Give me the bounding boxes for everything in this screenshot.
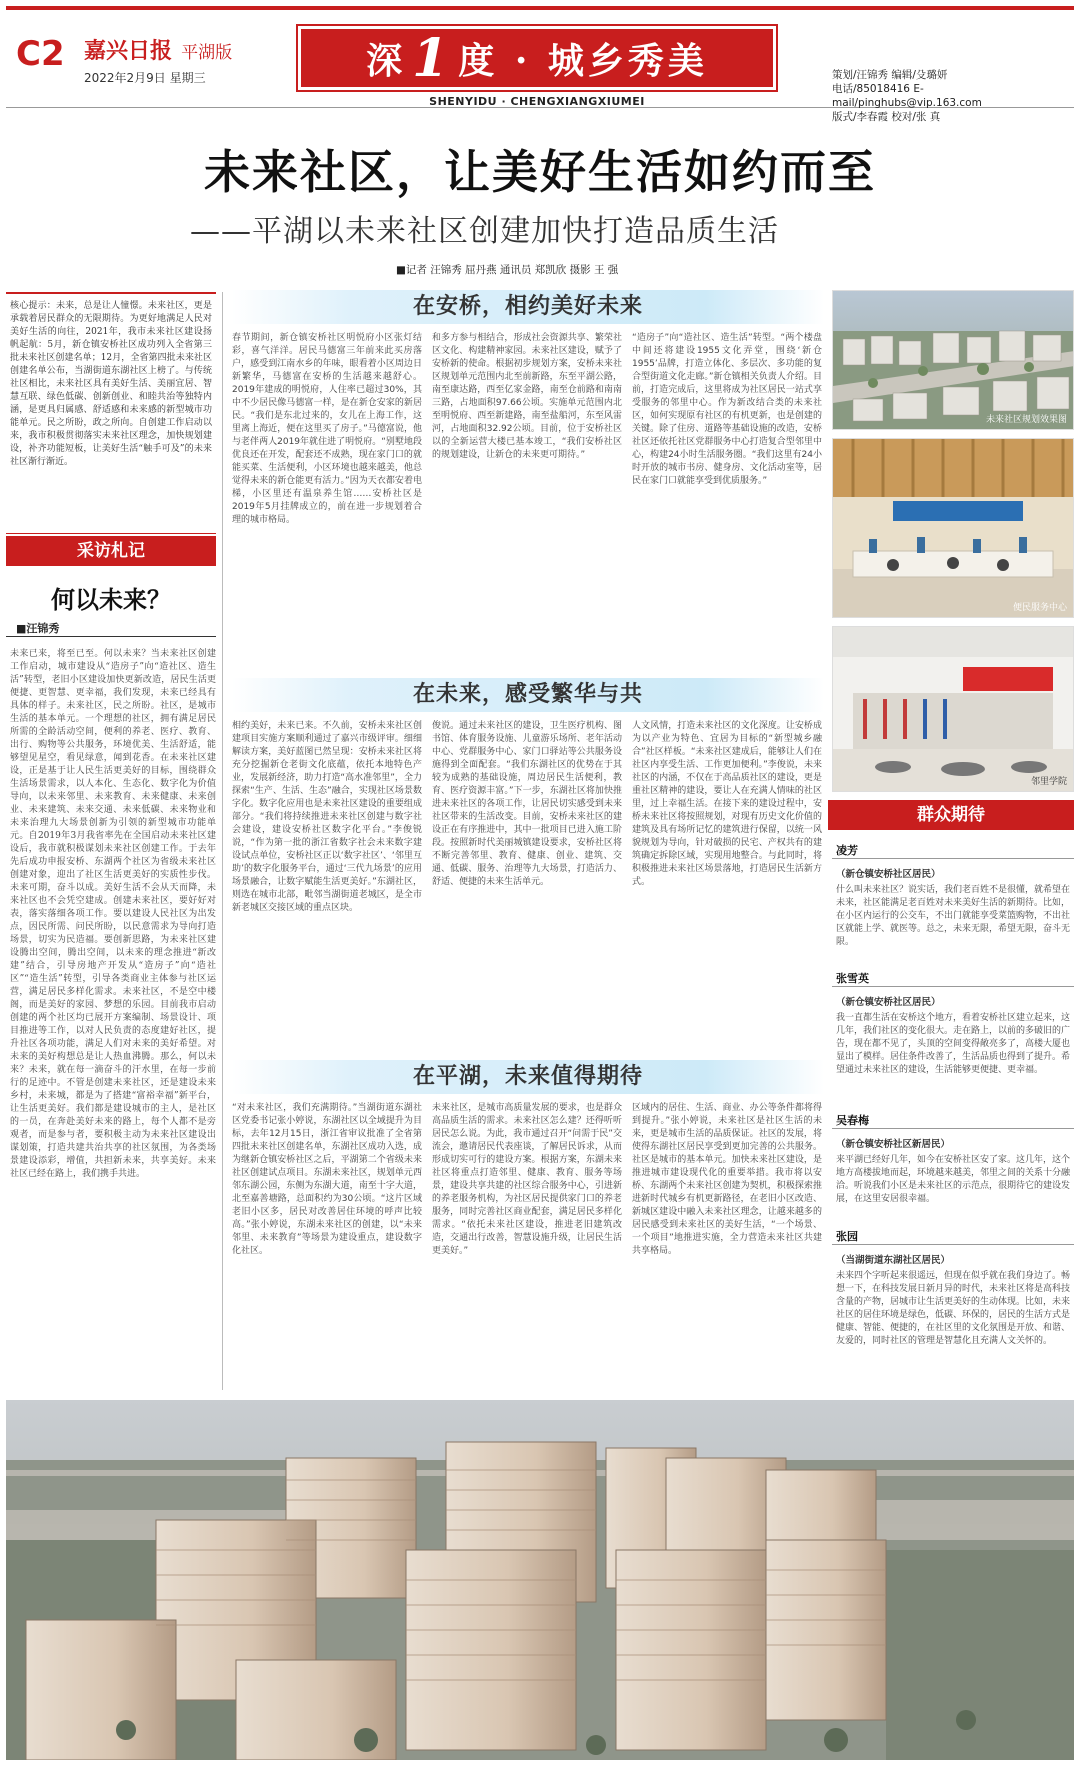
column-banner [298,26,776,90]
aerial-photo-art [833,291,1074,430]
photo-3-caption: 邻里学院 [1030,777,1067,787]
section-3-col-1: “对未来社区，我们充满期待。”当湖街道东湖社区党委书记张小婷说，东湖社区以全域提升为目标，去年12月15日，浙江省审议批准了全省第四批未来社区创建名单，东湖社区成功入选，成为继新仓镇安桥社区之后，平湖第二个省级未来社区创建试点项目。东湖未来社区，规划单元西邻东湖公园，东侧为东湖大道，南至十字大道，北至嘉善塘路，总面积约为30公顷。“这片区域老旧小区多，居民对改善居住环境的呼声比较高。”张小婷说，东湖未来社区的创建，以“未来邻里、未来教育”等场景为建设重点，建设数字化社区。 [232,1103,422,1256]
section-3-col-3: 区域内的居住、生活、商业、办公等条件都将得到提升。”张小婷说，未来社区是社区生活的未来，更是城市生活的品质保证。社区的发展，将使得东湖社区居民享受到更加完善的公共服务。社区是城市的基本单元。加快未来社区建设，是推进城市建设现代化的重要举措。我市将以安桥、东湖两个未来社区创建为契机，积极探索推进新时代城乡有机更新路径，在老旧小区改造、新城区建设中融入未来社区理念，让越来越多的居民感受到未来社区的美好生活，“一个场景、一个项目”地推进实施，全力营造未来社区共建共享格局。 [632,1103,822,1256]
photo-service-center [832,438,1074,618]
credits-line-3: 版式/李春霞 校对/张 真 [832,111,941,123]
photo-neighborhood-college [832,626,1074,792]
article-subhead: ——平湖以未来社区创建加快打造品质生活 [190,214,779,249]
column-title-pre: 深 [366,39,407,82]
photo-1-caption: 未来社区规划效果图 [985,415,1067,425]
top-rule [6,6,1074,10]
person-3-rule [832,1128,1074,1129]
article-headline: 未来社区，让美好生活如约而至 [204,145,876,199]
person-2-role: （新仓镇安桥社区居民） [836,997,941,1008]
section-1-col-2: 和多方参与相结合，形成社会资源共享、繁荣社区文化、构建精神家园。未来社区建设，赋予了安桥新的使命。根据初步规划方案，安桥未来社区规划单元范围内北至前新路，东至平湖公路，南至康达路，西至亿家金路，南至仓前路和南南三路，占地面积97.66公顷。实施单元范围内北至明悦府、西至新建路，南至盐船河，东至风雷河，占地面积32.92公顷。目前，位于安桥社区以的全新运营大楼已基本竣工，“我们安桥社区的规划建设，让新仓的未来更可期待。” [432,333,622,460]
section-1-col-1: 春节期间，新仓镇安桥社区明悦府小区张灯结彩，喜气洋洋。居民马德富三年前来此买房落户，感受到江南水乡的年味，眼看着小区周边日新繁华，马德富在安桥的生活越来越舒心。2019年建成的明悦府，人住率已超过30%，其中不少居民像马德富一样，是在新仓安家的新居民。“我们是东北过来的，女儿在上海工作，这里离上海近，便在这里买了房子。”马德富说，他与老伴两人2019年就住进了明悦府。“别墅地段优良还在开发，配套还不成熟，现在家门口的就能买菜、生活便利，小区环境也越来越美，他总觉得未来的新仓能更有活力。”因为天衣都安着电梯，小区里还有温泉养生馆……安桥社区是2019年5月挂牌成立的，前在进一步规划着合理的城市格局。 [232,333,422,525]
column-pinyin: SHENYIDU · CHENGXIANGXIUMEI [429,95,645,108]
interview-rule [6,636,216,637]
person-1-role: （新仓镇安桥社区居民） [836,869,941,880]
lead-text: 核心提示：未来，总是让人憧憬。未来社区，更是承载着居民群众的无限期待。为更好地满足人民对美好生活的向往，2021年，我市未来社区建设扬帆起航：5月，新仓镇安桥社区成功列入全省第三批未来社区创建名单；12月，全省第四批未来社区创建名单公布，当湖街道东湖社区上榜了。与传统社区相比，未来社区具有美好生活、美丽宜居、智慧互联、绿色低碳、创新创业、和睦共治等独特内涵，是更具归属感、舒适感和未来感的新型城市功能单元。民之所盼，政之所向。自创建工作启动以来，我市积极贯彻落实未来社区理念，加快规划建设，补齐功能短板，让美好生活“触手可及”的未来社区渐行渐近。 [10,301,212,467]
section-2-header: 在未来，感受繁华与共 [232,678,824,712]
interview-text: 未来已来，将至已至。何以未来？当未来社区创建工作启动，城市建设从“造房子”向“造社区、造生活”转型，老旧小区建设加快更新改造，居民生活更便捷、更智慧、更幸福，我们发现，未来已经具有具体的样子。未来社区，民之所盼。社区，是城市生活的基本单元。一个理想的社区，拥有满足居民所需的全龄活动空间，便利的养老、医疗、教育、出行、购物等公共服务，环境优美、生活舒适，能够望见星空，看见绿意，闻到花香。在未来社区建设，正是基于让人民生活更美好的目标，围绕群众生活场景需求，以人本化、生态化、数字化为价值导向，以未来邻里、未来教育、未来健康、未来创业、未来建筑、未来交通、未来低碳、未来物业和未来治理九大场景创新为引领的新型城市功能单元。自2019年3月我省率先在全国启动未来社区建设后，我市就积极谋划未来社区创建工作。于去年先后成功申报安桥、东湖两个社区为省级未来社区创建对象，迎出了社区生活更美好的实质性步伐。未来可期，奋斗以成。美好生活不会从天而降，未来社区也不会凭空建成。创建未来社区，要好好对表，落实落细各项工作。要以建设人民社区为出发点，因民所需、问民所盼，以民意需求为导向打造场景，切实为民造福。要创新思路，为未来社区建设腾出空间，腾出空间，以未来的理念推进“新改建”结合，引导房地产开发从“造房子”向“造社区”“造生活”转型，引导各类商业主体参与社区运营，满足居民多样化需求。未来社区，不是空中楼阁，而是美好的家园、梦想的乐园。目前我市启动创建的两个社区均已展开方案编制、场景设计、项目推进等工作，以对人民负责的态度建好社区，提升社区各项功能，满足人们对未来的美好希望。对未来的美好构想总是让人热血沸腾。那么，何以未来？未来，就在每一滴奋斗的汗水里，在每一步前行的足迹中。不管是创建未来社区，还是建设未来乡村，未来城，都是为了搭建“富裕幸福”新平台，让生活更美好。我们都是建设城市的主人，是社区的一员，在奔赴美好未来的路上，每个人都不是旁观者，而是参与者，要积极主动为未来社区建设出谋划策，打造共建共治共享的社区氛围，为各类场景建设添彩，增值，共担新未来，共享美好。未来社区已经在路上，我们携手共进。 [10,649,216,1179]
bottom-aerial-photo-art [6,1400,1074,1760]
person-3-quote: 来平湖已经好几年，如今在安桥社区安了家。这几年，这个地方高楼拔地而起，环境越来越美，邻里之间的关系十分融洽。听说我们小区是未来社区的示范点，很期待它的建设发展，在这里安居很幸福。 [836,1155,1071,1204]
masthead [6,12,1074,123]
column-title-number: 1 [412,27,453,89]
person-4-quote: 未来四个字听起来很遥远，但现在似乎就在我们身边了。畅想一下，在科技发展日新月异的时代，未来社区将是高科技含量的产物，居城市让生活更美好的生动体现。比如，未来社区的居住环境是绿色，低碳、环保的，居民的生活方式是健康、智能、便捷的，在社区里的文化氛围是开放、和谐、友爱的，同时社区的管理是智慧化且充满人文关怀的。 [836,1271,1071,1346]
section-1-header: 在安桥，相约美好未来 [232,290,824,324]
paper-name: 嘉兴日报 [84,38,173,64]
credits-line-2: 电话/85018416 E-mail/pinghubs@vip.163.com [832,83,982,109]
column-title-post: 度 · 城乡秀美 [458,39,708,82]
person-1-rule [832,858,1074,859]
paper-edition: 平湖版 [181,43,233,63]
section-3-col-2: 未来社区，是城市高质量发展的要求，也是群众高品质生活的需求。未来社区怎么建？还得听听居民怎么说。为此，我市通过召开“问需于民”交流会，邀请居民代表座谈，了解居民诉求，从而形成切实可行的建设方案。根据方案，东湖未来社区将重点打造邻里、健康、教育、服务等场景，建设共享共建的社区综合服务中心，引进新的养老服务机构，为社区居民提供家门口的养老服务，同时完善社区商业配套，满足居民多样化需求。“依托未来社区建设，推进老旧建筑改造，交通出行改善，智慧设施升级，让居民生活更美好。” [432,1103,622,1256]
section-1-col-3: “造房子”向“造社区、造生活”转型。“两个楼盘中间还将建设1955文化弄堂，围绕‘新仓1955’品牌，打造立体化、多层次、多功能的复合型街道文化走廊。”新仓镇相关负责人介绍。目前，打造完成后，这里将成为社区居民一站式享受服务的邻里中心。作为新改结合类的未来社区，如何实现原有社区的有机更新，也是创建的关键。除了住房、道路等基础设施的改造，安桥社区还依托社区党群服务中心打造复合型邻里中心，构建24小时生活服务圈。“我们这里有24小时开放的城市书房、健身房、文化活动室等，居民在家门口就能享受到优质服务。” [632,333,822,486]
lead-box [6,292,216,534]
photo-aerial-community [832,290,1074,430]
person-4-role: （当湖街道东湖社区居民） [836,1255,951,1266]
photo-2-caption: 便民服务中心 [1012,603,1067,613]
paper-identity [84,34,232,86]
section-2-col-2: 俊说。通过未来社区的建设，卫生医疗机构、图书馆、体育服务设施、儿童游乐场所、老年活动中心、党群服务中心、家门口驿站等公共服务设施得到全面配套。“我们东湖社区的优势在于其较为成熟的基础设施，周边居民生活便利，教育、医疗资源丰富。”下一步，东湖社区将加快推进未来社区的各项工作，让居民切实感受到未来社区带来的生活改变。目前，安桥未来社区的建设正在有序推进中，其中一批项目已进入施工阶段。按照新时代美丽城镇建设要求，安桥社区将不断完善邻里、教育、健康、创业、建筑、交通、低碳、服务、治理等九大场景，打造活力、舒适、便捷的未来生活单元。 [432,721,622,887]
interview-title: 何以未来？ [51,586,171,614]
person-2-quote: 我一直都生活在安桥这个地方，看着安桥社区建立起来，这几年，我们社区的变化很大。走在路上，以前的多破旧的广告，现在都不见了，头顶的空间变得敞亮多了，高楼大厦也显出了模样。居住条件改善了，生活品质也得到了提升。希望通过未来社区的建设，生活能够更便捷、更幸福。 [836,1013,1071,1075]
person-1-name: 凌芳 [836,844,858,857]
editor-credits [832,68,1072,124]
person-4-name: 张园 [836,1230,858,1243]
person-2-rule [832,986,1074,987]
article-byline: ■记者 汪锦秀 屈丹燕 通讯员 郑凯欣 摄影 王 强 [396,264,619,276]
interview-author: ■汪锦秀 [16,622,60,635]
issue-date: 2022年2月9日 星期三 [84,71,206,85]
section-2-col-3: 人文风情，打造未来社区的文化深度。让安桥成为以产业为特色、宜居为目标的“新型城乡融合”社区样板。“未来社区建成后，能够让人们在社区内享受生活、工作更加便利。”李俊说，未来社区的内涵，不仅在于高品质社区的建设，更是重社区精神的建设，要让人在充满人情味的社区里，过上幸福生活。在接下来的建设过程中，安桥未来社区将按照规划，对现有历史文化价值的建筑及具有场所记忆的建筑进行保留，以统一风貌规划为导向，针对破损的民宅、产权共有的建筑确定拆除区域，实现用地整合。与此同时，将积极推进未来社区场景落地，打造居民生活新方式。 [632,721,822,887]
interview-bar: 采访札记 [6,536,216,566]
bottom-aerial-photo [6,1400,1074,1760]
person-4-rule [832,1244,1074,1245]
section-2-col-1: 相约美好，未来已来。不久前，安桥未来社区创建项目实施方案顺利通过了嘉兴市级评审。细细解读方案，美好蓝图已然呈现：安桥未来社区将充分挖掘新仓老街文化底蕴，依托本地特色产业，发展新经济，助力打造“高水准邻里”，全力探索“生产、生活、生态”融合，实现社区场景数字化。数字化应用也是未来社区建设的重要组成部分。“我们将持续推进未来社区创建与数字社会建设，建设安桥社区数字化平台。”李俊锐说，“作为第一批的浙江省数字社会未来数字建设试点单位，安桥社区正以‘数字社区’、‘邻里互助’的数字化服务平台，通过‘三代九场景’的应用场景融合，让数字赋能生活更美好。”东湖社区，则选在城市北部，毗邻当湖街道老城区，是全市新老城区交接区域的重点区块。 [232,721,422,913]
college-photo-art [833,627,1074,792]
person-2-name: 张雪英 [836,972,869,985]
section-3-header: 在平湖，未来值得期待 [232,1060,824,1094]
expectations-bar: 群众期待 [828,800,1074,830]
column-divider [222,292,223,1390]
page-number: C2 [16,34,65,74]
service-center-photo-art [833,439,1074,618]
person-1-quote: 什么叫未来社区？说实话，我们老百姓不是很懂，就希望在未来，社区能满足老百姓对未来美好生活的新期待。比如，在小区内运行的公交车，不出门就能享受菜篮购物，不出社区就能上学、就医等。总之，未来无限，希望无限，奋斗无限。 [836,885,1071,947]
person-3-name: 吴春梅 [836,1114,869,1127]
credits-line-1: 策划/汪锦秀 编辑/殳璐妍 [832,69,948,81]
person-3-role: （新仓镇安桥社区新居民） [836,1139,951,1150]
